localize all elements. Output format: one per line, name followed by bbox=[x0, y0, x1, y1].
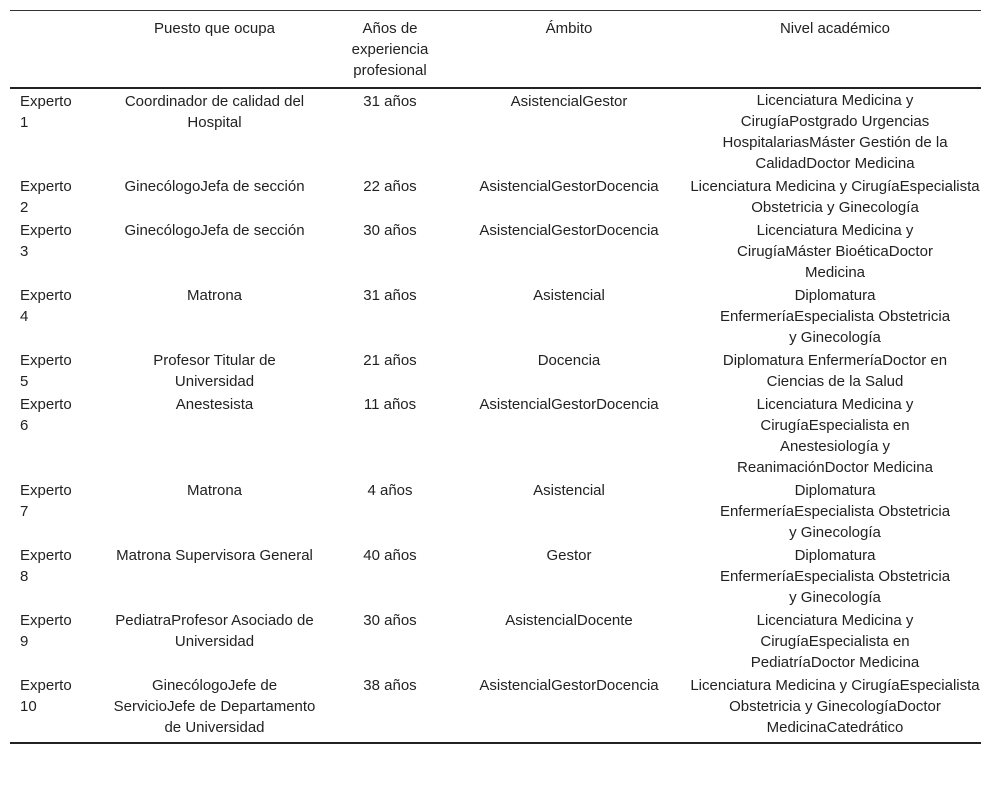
cell-anos: 30 años bbox=[363, 612, 417, 629]
cell-experto: Experto 10 bbox=[20, 677, 72, 715]
experts-table bbox=[10, 10, 981, 744]
cell-nivel: Licenciatura Medicina y CirugíaPostgrado Urgencias HospitalariasMáster Gestión de la CalidadDoctor Medicina bbox=[722, 92, 948, 172]
cell-ambito: AsistencialDocente bbox=[505, 612, 633, 629]
cell-nivel: Licenciatura Medicina y CirugíaEspecialista Obstetricia y Ginecología bbox=[690, 178, 980, 216]
cell-puesto: PediatraProfesor Asociado de Universidad bbox=[115, 612, 314, 650]
cell-nivel: Licenciatura Medicina y CirugíaEspecialista en PediatríaDoctor Medicina bbox=[750, 612, 920, 671]
cell-experto: Experto 1 bbox=[20, 93, 72, 131]
header-puesto: Puesto que ocupa bbox=[154, 20, 275, 37]
cell-anos: 30 años bbox=[363, 222, 417, 239]
cell-nivel: Licenciatura Medicina y CirugíaEspecialista Obstetricia y GinecologíaDoctor MedicinaCatedrático bbox=[690, 677, 980, 736]
cell-experto: Experto 4 bbox=[20, 287, 72, 325]
table-header bbox=[10, 11, 981, 89]
table-row bbox=[10, 674, 981, 743]
cell-ambito: Asistencial bbox=[533, 482, 605, 499]
cell-puesto: Matrona bbox=[186, 287, 243, 304]
table-row bbox=[10, 175, 981, 219]
cell-ambito: AsistencialGestorDocencia bbox=[479, 396, 659, 413]
cell-puesto: GinecólogoJefa de sección bbox=[124, 178, 305, 195]
cell-puesto: Matrona bbox=[186, 482, 243, 499]
table-row bbox=[10, 393, 981, 479]
cell-ambito: Gestor bbox=[546, 547, 592, 564]
table-row bbox=[10, 284, 981, 349]
cell-anos: 4 años bbox=[367, 482, 413, 499]
cell-nivel: Licenciatura Medicina y CirugíaMáster BioéticaDoctor Medicina bbox=[737, 222, 933, 281]
cell-anos: 11 años bbox=[363, 396, 417, 413]
cell-ambito: Asistencial bbox=[533, 287, 605, 304]
cell-nivel: Diplomatura EnfermeríaEspecialista Obstetricia y Ginecología bbox=[719, 287, 951, 346]
cell-experto: Experto 6 bbox=[20, 396, 72, 434]
cell-experto: Experto 9 bbox=[20, 612, 72, 650]
header-empty bbox=[10, 11, 98, 89]
cell-ambito: AsistencialGestorDocencia bbox=[479, 178, 659, 195]
cell-ambito: AsistencialGestorDocencia bbox=[479, 677, 659, 694]
cell-anos: 22 años bbox=[363, 178, 417, 195]
header-row bbox=[10, 11, 981, 89]
cell-puesto: Anestesista bbox=[175, 396, 254, 413]
table-row bbox=[10, 349, 981, 393]
cell-puesto: Matrona Supervisora General bbox=[116, 547, 313, 564]
experts-table-container bbox=[10, 10, 981, 744]
cell-puesto: GinecólogoJefe de ServicioJefe de Departamento de Universidad bbox=[113, 677, 316, 736]
table-row bbox=[10, 88, 981, 175]
cell-ambito: AsistencialGestor bbox=[510, 93, 628, 110]
cell-nivel: Diplomatura EnfermeríaEspecialista Obstetricia y Ginecología bbox=[719, 547, 951, 606]
table-row bbox=[10, 219, 981, 284]
cell-anos: 31 años bbox=[363, 93, 417, 110]
cell-nivel: Licenciatura Medicina y CirugíaEspecialista en Anestesiología y ReanimaciónDoctor Medicina bbox=[737, 396, 933, 476]
cell-ambito: AsistencialGestorDocencia bbox=[479, 222, 659, 239]
table-body bbox=[10, 88, 981, 743]
header-nivel: Nivel académico bbox=[779, 20, 891, 37]
cell-puesto: Coordinador de calidad del Hospital bbox=[124, 93, 305, 131]
cell-anos: 21 años bbox=[363, 352, 417, 369]
table-row bbox=[10, 479, 981, 544]
table-row bbox=[10, 544, 981, 609]
header-anos: Años de experiencia profesional bbox=[351, 20, 429, 79]
cell-experto: Experto 7 bbox=[20, 482, 72, 520]
cell-puesto: GinecólogoJefa de sección bbox=[124, 222, 305, 239]
cell-experto: Experto 5 bbox=[20, 352, 72, 390]
cell-anos: 31 años bbox=[363, 287, 417, 304]
header-ambito: Ámbito bbox=[545, 20, 593, 37]
cell-nivel: Diplomatura EnfermeríaEspecialista Obstetricia y Ginecología bbox=[719, 482, 951, 541]
cell-anos: 40 años bbox=[363, 547, 417, 564]
cell-experto: Experto 3 bbox=[20, 222, 72, 260]
cell-puesto: Profesor Titular de Universidad bbox=[153, 352, 276, 390]
cell-experto: Experto 8 bbox=[20, 547, 72, 585]
cell-ambito: Docencia bbox=[537, 352, 601, 369]
cell-anos: 38 años bbox=[363, 677, 417, 694]
cell-experto: Experto 2 bbox=[20, 178, 72, 216]
cell-nivel: Diplomatura EnfermeríaDoctor en Ciencias de la Salud bbox=[722, 352, 948, 390]
table-row bbox=[10, 609, 981, 674]
